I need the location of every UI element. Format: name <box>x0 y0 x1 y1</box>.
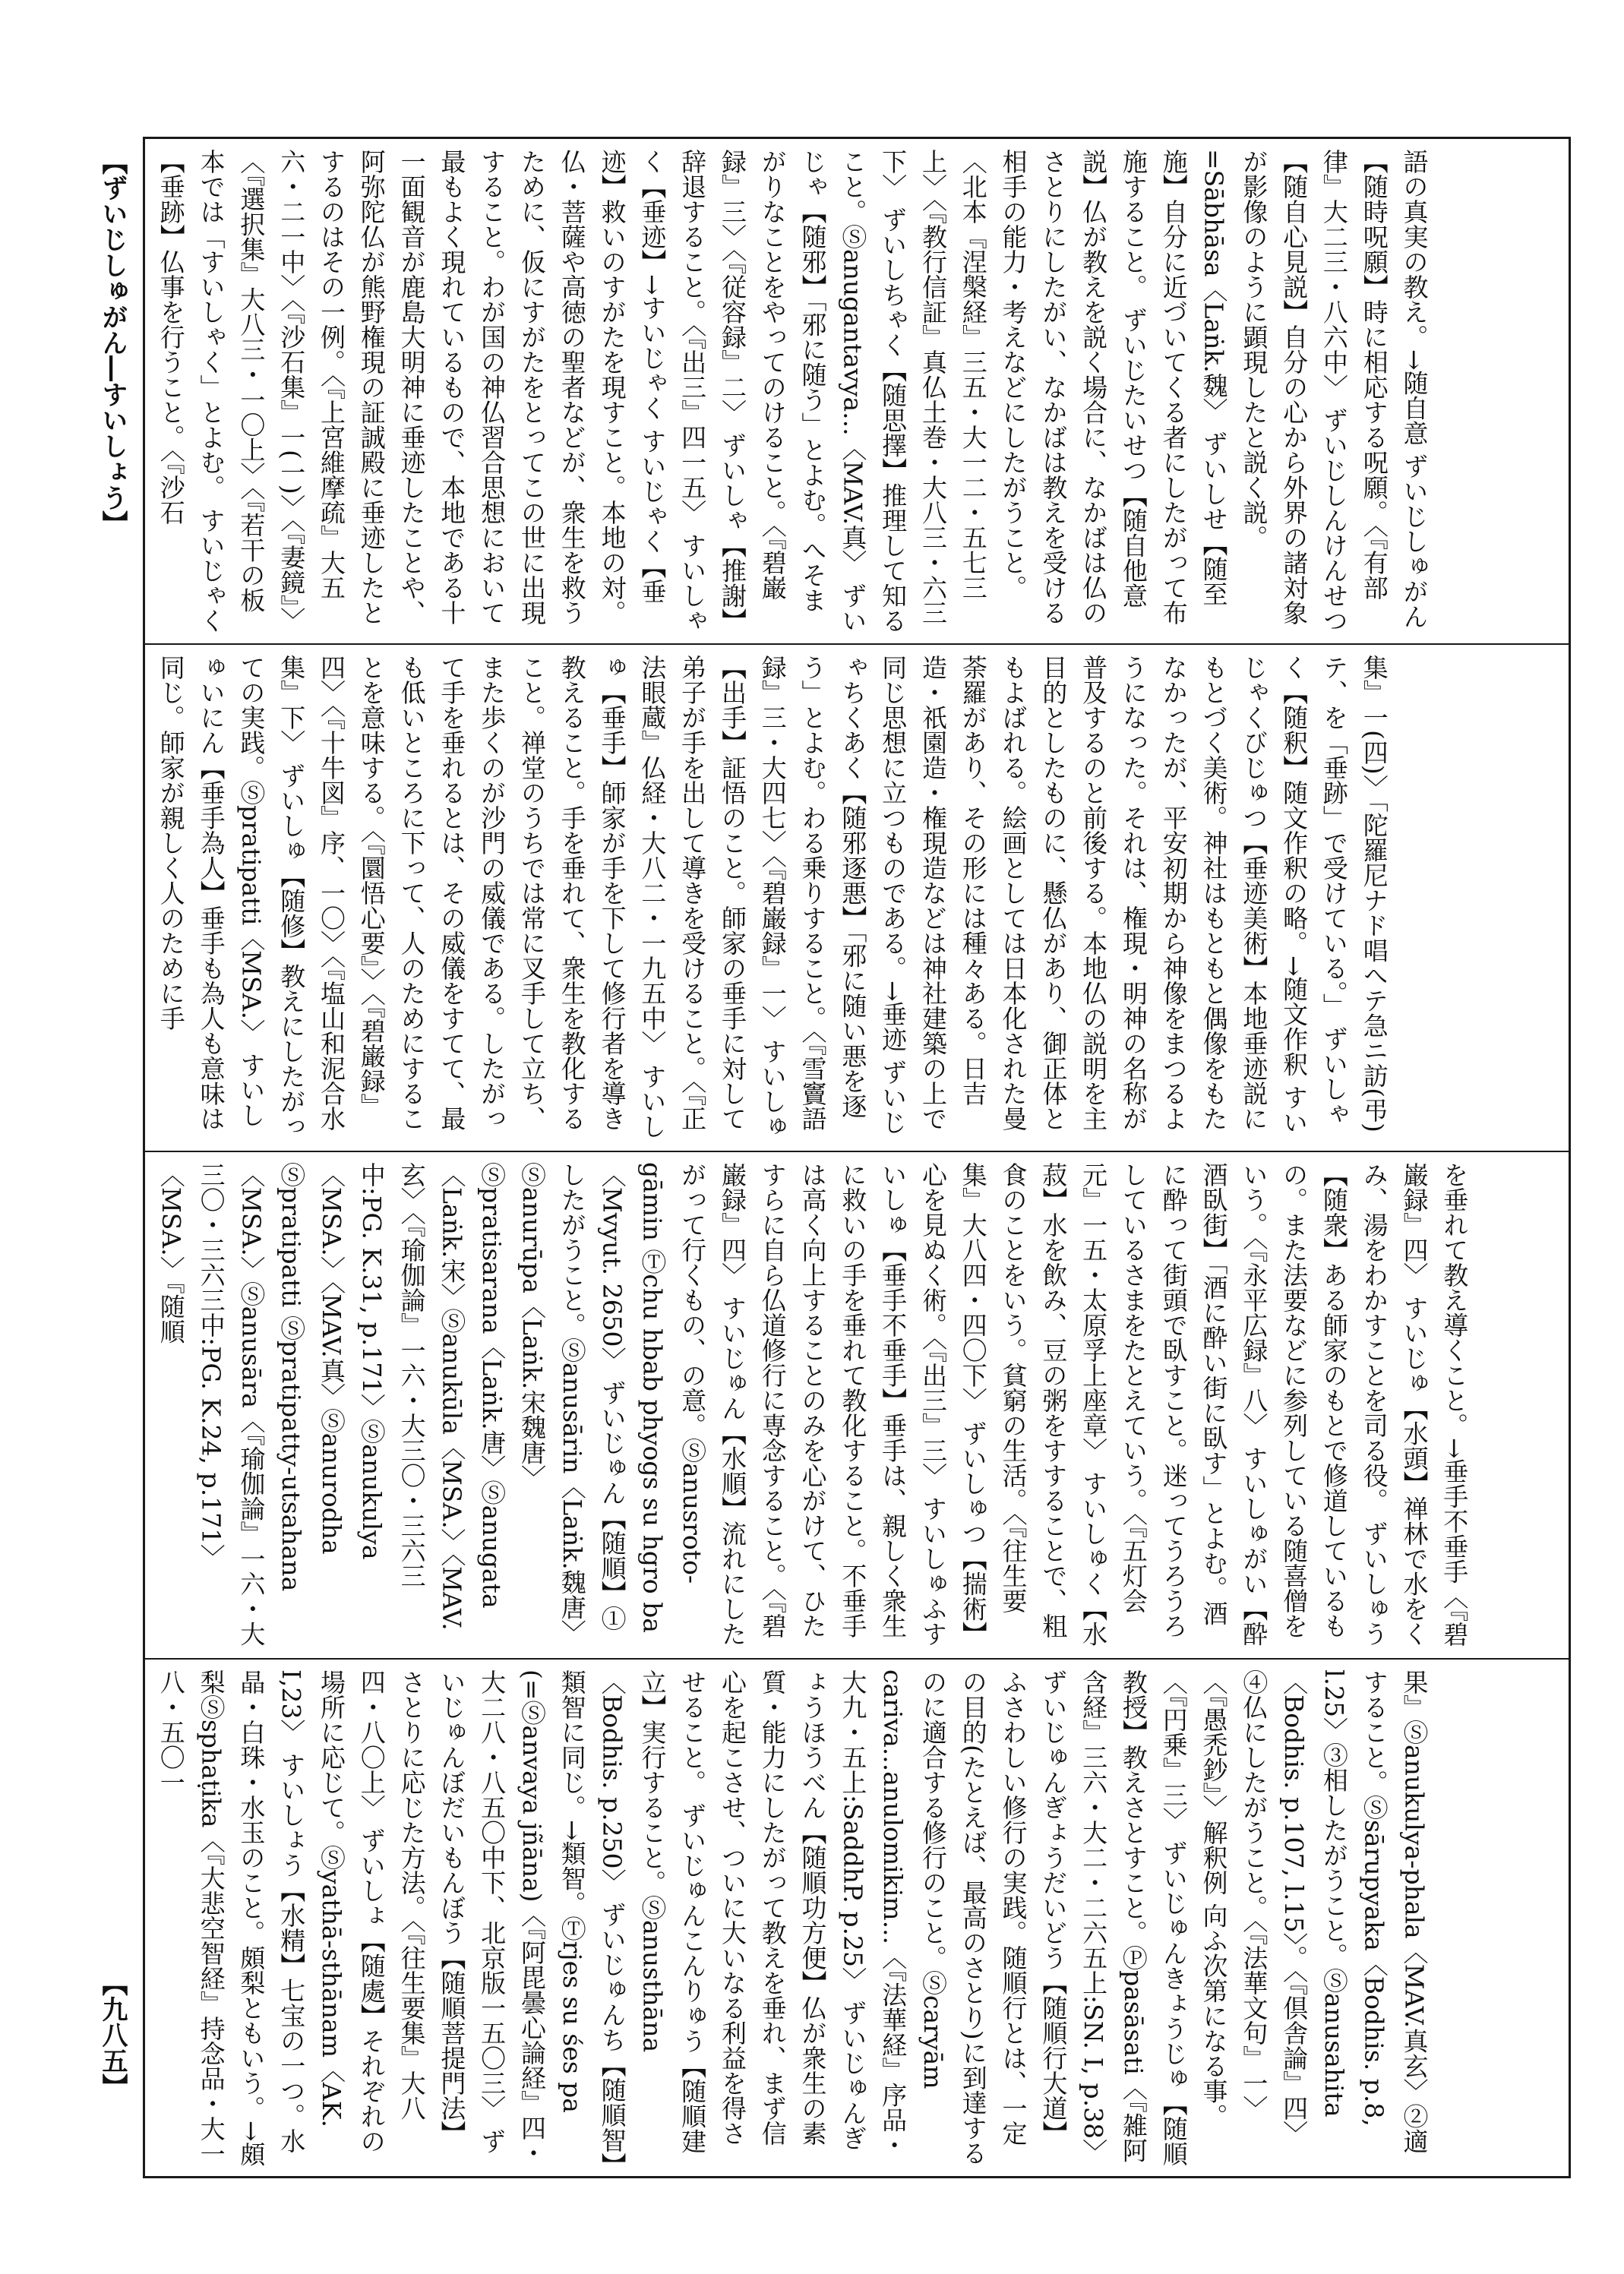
tier-1 <box>150 149 1563 635</box>
entry: ずいしゅう【随衆】ある師家のもとで修道しているもの。また法要などに参列している随喜僧をいう。〈『永平広録』八〉 <box>1239 1162 1389 1647</box>
entry: すいじゃくびじゅつ【垂迹美術】本地垂迹説にもとづく美術。神社はもともと偶像をもたなかったが、平安初期から神像をまつるようになった。それは、権現・明神の名称が普及するのと前後する。本地仏の説明を主目的としたものに、懸仏があり、御正体ともよばれる。絵画としては日本化された曼荼羅があり、その形には種々ある。日吉造・祇園造・権現造などは神社建築の上で同じ思想に立つものである。→垂迹 <box>878 655 1310 1135</box>
entry: ずいしせ【随至施】自分に近づいてくる者にしたがって布施すること。 <box>1118 149 1229 625</box>
tier-3 <box>150 1162 1563 1648</box>
entry: ずいじたいせつ【随自他意説】仏が教えを説く場合に、なかばは仏のさとりにしたがい、なかばは教えを受ける相手の能力・考えなどにしたがうこと。〈北本『涅槃経』三五・大一二・五七三上〉〈『教行信証』真仏土巻・大八三・六三下〉 <box>878 149 1148 625</box>
entry: ずいじゃ【随邪】「邪に随う」とよむ。へそまがりなことをやってのけること。〈『碧巌録』三〉〈『従容録』二〉 <box>717 149 868 633</box>
tier-3-text <box>150 1162 1474 1648</box>
entry: すいしゅいにん【垂手為人】垂手も為人も意味は同じ。師家が親しく人のために手 <box>156 655 267 1131</box>
page-number: 【九八五】 <box>97 1970 128 2099</box>
entry: すいじゅん【水順】流れにしたがって行くもの、の意。Ⓢanusroto-gāmin Ⓣchu hbab phyogs su hgro ba〈Mvyut. 2650〉 <box>597 1162 747 1647</box>
entry: 果』Ⓢanukulya-phala〈MAV.真玄〉②適すること。Ⓢsārupyaka〈Bodhis. p.8, l.25〉③相したがうこと。Ⓢanusahita〈Bodhis. p.107, l.15〉。〈『倶舎論』四〉④仏にしたがうこと。〈『法華文句』一〉〈『愚禿鈔』〉解釈例 向ふ次第になる事。〈『円乗』三〉 <box>1158 1669 1430 2154</box>
entry: すいじゃく【垂跡】仏事を行うこと。〈『沙石 <box>156 149 226 633</box>
entry: ずいじしんけんせつ【随自心見説】自分の心から外界の諸対象が影像のように顕現したと説く説。=Sābhāsa〈Laṅk.魏〉 <box>1199 149 1349 633</box>
entry: ずいしょ【随處】それぞれの場所に応じて。Ⓢyathā-sthānam〈AK. I,23〉 <box>276 1669 387 2154</box>
entry: 語の真実の教え。→随自意 <box>1399 149 1430 446</box>
entry: ずいじゅんきょうじゅ【随順教授】教えさとすこと。Ⓟpasāsati〈『雑阿含経』三六・大二・二六五上:SN. I, p.38〉 <box>1079 1669 1189 2166</box>
tier-4 <box>150 1669 1563 2168</box>
entry: ずいじゅんち【随順智】類智に同じ。→類智。Ⓣrjes su śes pa (=Ⓢanvaya jñāna)〈『阿毘曇心論経』四・大二八・八五〇中下、北京版一五〇三〉 <box>477 1669 627 2166</box>
entry: すいしゅがい【酔酒臥街】「酒に酔い街に臥す」とよむ。酒に酔って街頭で臥すこと。迷ってうろうろしているさまをたとえていう。〈『五灯会元』一五・太原孚上座章〉 <box>1079 1162 1269 1647</box>
tier-2 <box>150 655 1563 1141</box>
entry: すいしゅふすいしゅ【垂手不垂手】垂手は、親しく衆生に救いの手を垂れて教化すること。不垂手は高く向上することのみを心がけて、ひたすらに自ら仏道修行に専念すること。〈『碧巌録』四〉 <box>717 1162 948 1647</box>
entry: を垂れて教え導くこと。→垂手不垂手〈『碧巌録』四〉 <box>1399 1162 1470 1647</box>
running-head: 【ずいじしゅがん―すいしょう】 <box>97 149 128 536</box>
tier-divider-3 <box>143 1658 1571 1660</box>
entry: すいしゅく【水菽】水を飲み、豆の粥をすすることで、粗食のことをいう。貧窮の生活。〈『往生要集』大八四・四〇下〉 <box>958 1162 1109 1647</box>
tier-1-text <box>150 149 1434 635</box>
entry: すいしゃく【垂迹】→すいじゃく <box>637 149 708 633</box>
entry: すいしょう【水精】七宝の一つ。水晶・白珠・水玉のこと。頗梨ともいう。→頗梨Ⓢsphaṭika〈『大悲空智経』持念品・大一八・五〇一 <box>156 1669 307 2167</box>
entry: ずいじゅんこんりゅう【随順建立】実行すること。Ⓢanusthāna〈Bodhis. p.250〉 <box>597 1669 708 2154</box>
tier-divider-1 <box>143 643 1571 645</box>
tier-divider-2 <box>143 1151 1571 1152</box>
entry: 集』一(四)〉「陀羅尼ナド唱へテ急ニ訪(弔)テ、を「垂跡」で受けている。」 <box>1319 655 1389 1132</box>
tier-4-text <box>150 1669 1434 2168</box>
tier-2-text <box>150 655 1394 1141</box>
entry: ずいしゅつ【揣術】心を見ぬく術。〈『出三』三〉 <box>918 1162 988 1647</box>
entry: ずいしゃ【推謝】辞退すること。〈『出三』四一五〉 <box>678 149 747 633</box>
entry: すいしゅ【出手】証悟のこと。師家の垂手に対して弟子が手を出して導きを受けること。〈『正法眼蔵』仏経・大八二・一九五中〉 <box>637 655 788 1139</box>
entry: ずいじゅんぎょうだいどう【随順行大道】ふさわしい修行の実践。随順行とは、一定の目的(たとえば、最高のさとり)に到達するのに適合する修行のこと。Ⓢcaryām cariva...anulomikim...〈『法華経』序品・大九・五上:SaddhP. p.25〉 <box>838 1669 1069 2165</box>
entry: ずいじゅん【随順】①したがうこと。Ⓢanusārin〈Laṅk.魏唐〉Ⓢanurūpa〈Laṅk.宋魏唐〉Ⓢpratisarana〈Laṅk.唐〉Ⓢanugata〈Laṅk.宋〉Ⓢanukūla〈MSA.〉〈MAV.玄〉〈『瑜伽論』一六・大三〇・三六三中:PG. K.31, p.171〉Ⓢanukulya〈MSA.〉〈MAV.真〉Ⓢanurodha Ⓢpratipatti Ⓢpratipatty-utsahana〈MSA.〉Ⓢanusāra〈『瑜伽論』一六・大三〇・三六三中:PG. K.24, p.171〉〈MSA.〉『随順 <box>156 1162 627 1647</box>
entry: ずいじしゅがん【随時呪願】時に相応する呪願。〈『有部律』大二三・八六中〉 <box>1319 149 1430 630</box>
entry: ずいしゅ【随修】教えにしたがっての実践。Ⓢpratipatti〈MSA.〉 <box>236 655 307 1139</box>
entry: すいしゅ【垂手】師家が手を下して修行者を導き教えること。手を垂れて、衆生を教化すること。禅堂のうちでは常に叉手して立ち、また歩くのが沙門の威儀である。したがって手を垂れるとは、その威儀をすてて、最も低いところに下って、人のためにすることを意味する。〈『圜悟心要』〉〈『碧巌録』四〉〈『十牛図』序、一〇〉〈『塩山和泥合水集』下〉 <box>276 655 668 1139</box>
entry: ずいじゅんぼだいもんぼう【随順菩提門法】さとりに応じた方法。〈『往生要集』大八四・八〇上〉 <box>356 1669 507 2154</box>
entry: ずいしゃく【随釈】随文作釈の略。→随文作釈 <box>1279 655 1349 1126</box>
entry: ずいじゃちくあく【随邪逐悪】「邪に随い悪を逐う」とよむ。わる乗りすること。〈『雪竇語録』三・大四七〉〈『碧巌録』一〉 <box>757 655 908 1135</box>
entry: ずいじゅんぎょうほうべん【随順功方便】仏が衆生の素質・能力にしたがって教えを垂れ、まず信心を起こさせ、ついに大いなる利益を得させること。 <box>678 1669 868 2151</box>
entry: すいじゃく【垂迹】救いのすがたを現すこと。本地の対。仏・菩薩や高徳の聖者などが、衆生を救うために、仮にすがたをとってこの世に出現すること。わが国の神仏習合思想において最もよく現れているもので、本地である十一面観音が鹿島大明神に垂迹したことや、阿弥陀仏が熊野権現の証誠殿に垂迹したとするのはその一例。〈『上宮維摩疏』大五六・二一中〉〈『沙石集』一(一)〉〈『妻鏡』〉〈『選択集』大八三・一〇上〉〈『若干の板本では「すいしゃく」とよむ。 <box>196 149 668 633</box>
entry: ずいしちゃく【随思擇】推理して知ること。Ⓢanugantavya...〈MAV.真〉 <box>838 149 908 633</box>
entry: すいじゅ【水頭】禅林で水をくみ、湯をわかすことを司る役。 <box>1359 1162 1430 1647</box>
